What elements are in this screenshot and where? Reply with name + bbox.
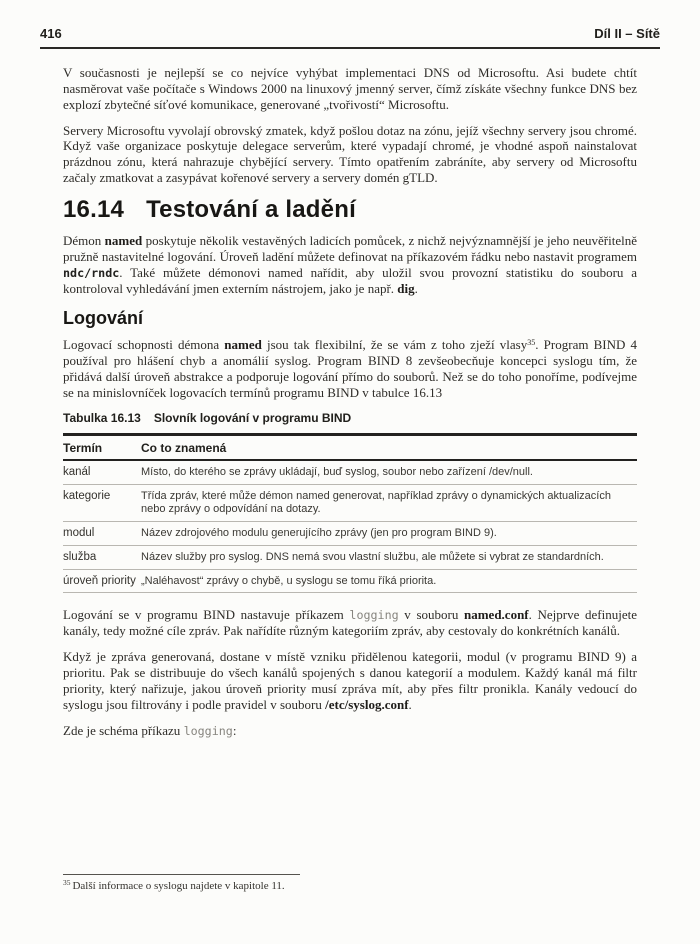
paragraph-servery-microsoft: Servery Microsoftu vyvolají obrovský zmatek, když pošlou dotaz na zónu, jejíž všechny servery jsou chromé. Když vaše organizace poskytuje delegace serverům, které vypadají chromé, je vhodné aspoň nainstalovat prázdnou zónu, která nahrazuje chybějící servery. Tímto opatřením zabráníte, aby servery od Microsoftu začaly zmatkovat a zasypávat kořenové servery a servery domén gTLD. — [63, 122, 637, 186]
term-cell: kategorie — [63, 484, 141, 522]
paragraph-logovani-nastaveni: Logování se v programu BIND nastavuje příkazem logging v souboru named.conf. Nejprve definujete kanály, tedy možné cíle zpráv. Pak nařídíte různým kategoriím zpráv, aby cestovaly do konkrétních kanálů. — [63, 607, 637, 639]
paragraph-logovaci-schopnosti: Logovací schopnosti démona named jsou tak flexibilní, že se vám z toho zježí vlasy$^{35}$. Program BIND 4 používal pro hlášení chyb a anomálií syslog. Program BIND 8 zevšeobecňuje koncepci syslogu tím, že přidává další úroveň abstrakce a podporuje logování přímo do souborů. Než se do toho ponoříme, podívejme se na minislovníček logovacích termínů programu BIND v tabulce 16.13 — [63, 337, 637, 401]
footnote-rule — [63, 874, 300, 875]
section-number: 16.14 — [63, 196, 125, 224]
meaning-cell: Název služby pro syslog. DNS nemá svou vlastní službu, ale můžete si vybrat ze standardních. — [141, 545, 637, 569]
table-row — [63, 484, 637, 522]
term-cell: modul — [63, 522, 141, 546]
paragraph-schema-logging: Zde je schéma příkazu logging: — [63, 722, 237, 738]
table-row — [63, 460, 637, 484]
table-caption — [63, 411, 637, 425]
term-cell: úroveň priority — [63, 569, 141, 593]
running-head-title: Díl II – Sítě — [594, 26, 660, 41]
section-heading — [63, 196, 637, 224]
column-header-termin: Termín — [63, 434, 141, 460]
running-head — [40, 26, 660, 49]
meaning-cell: Název zdrojového modulu generujícího zprávy (jen pro program BIND 9). — [141, 522, 637, 546]
table-caption-label: Tabulka 16.13 — [63, 410, 141, 425]
subsection-heading: Logování — [63, 308, 143, 329]
paragraph-demon-named: Démon named poskytuje několik vestavěných ladicích pomůcek, z nichž nejvýznamnější je jeho neuvěřitelně pružně nastavitelné logování. Úroveň ladění můžete definovat na příkazovém řádku nebo nastavit programem ndc/rndc. Také můžete démonovi named nařídit, aby uložil svou provozní statistiku do souboru a kontroloval vyhledávání jmen externím nástrojem, jako je např. dig. — [63, 233, 637, 296]
table-row — [63, 569, 637, 593]
page-number: 416 — [40, 26, 62, 41]
paragraph-dns-microsoft: V současnosti je nejlepší se co nejvíce vyhýbat implementaci DNS od Microsoftu. Asi budete chtít nasměrovat vaše počítače s Windows 2000 na linuxový jmenný server, čímž získáte všechny funkce DNS bez explozí zbytečné síťové komunikace, generované „tvořivostí“ Microsoftu. — [63, 65, 637, 112]
table-row — [63, 545, 637, 569]
section-title: Testování a ladění — [146, 196, 356, 224]
column-header-meaning: Co to znamená — [141, 434, 637, 460]
paragraph-zprava-generovana: Když je zpráva generovaná, dostane v místě vzniku přidělenou kategorii, modul (v programu BIND 9) a prioritu. Pak se distribuuje do všech kanálů spojených s danou kategorií a modulem. Každý kanál má filtr priority, který nařizuje, jakou úroveň priority musí zpráva mít, aby přes filtr pronikla. Kanály vedoucí do syslogu jsou filtrovány i podle pravidel v souboru /etc/syslog.conf. — [63, 649, 637, 712]
table-header-row — [63, 434, 637, 460]
page-content — [63, 65, 637, 738]
term-cell: služba — [63, 545, 141, 569]
table-caption-title: Slovník logování v programu BIND — [153, 410, 352, 425]
logging-glossary-table — [63, 433, 637, 594]
footnote-text: Další informace o syslogu najdete v kapitole 11. — [72, 880, 285, 892]
footnote-number: 35 — [63, 878, 71, 888]
footnote — [63, 874, 637, 892]
meaning-cell: Třída zpráv, které může démon named generovat, například zprávy o dynamických aktualizacích nebo zprávy o odpovídání na dotazy. — [141, 484, 637, 522]
table-row — [63, 522, 637, 546]
term-cell: kanál — [63, 460, 141, 484]
meaning-cell: „Naléhavost“ zprávy o chybě, u syslogu se tomu říká priorita. — [141, 569, 637, 593]
meaning-cell: Místo, do kterého se zprávy ukládají, buď syslog, soubor nebo zařízení /dev/null. — [141, 460, 637, 484]
